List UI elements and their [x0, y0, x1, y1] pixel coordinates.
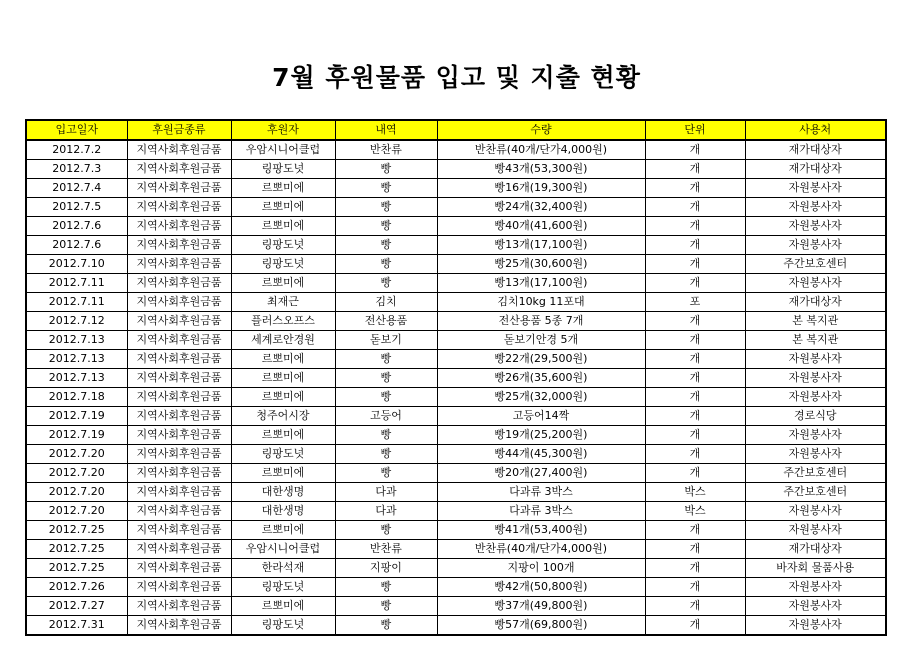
table-row — [26, 578, 886, 597]
cell-quantity: 빵25개(30,600원) — [437, 255, 645, 274]
cell-date: 2012.7.25 — [26, 559, 127, 578]
table-row — [26, 140, 886, 160]
cell-quantity: 빵13개(17,100원) — [437, 236, 645, 255]
cell-quantity: 빵13개(17,100원) — [437, 274, 645, 293]
cell-date: 2012.7.31 — [26, 616, 127, 636]
cell-item: 돋보기 — [335, 331, 437, 350]
cell-date: 2012.7.20 — [26, 483, 127, 502]
column-header-usage: 사용처 — [745, 120, 886, 140]
cell-unit: 개 — [645, 540, 745, 559]
table-row — [26, 198, 886, 217]
table-row — [26, 483, 886, 502]
cell-usage: 본 복지관 — [745, 312, 886, 331]
cell-type: 지역사회후원금품 — [127, 293, 231, 312]
table-row — [26, 616, 886, 636]
cell-type: 지역사회후원금품 — [127, 540, 231, 559]
table-row — [26, 312, 886, 331]
table-row — [26, 502, 886, 521]
cell-type: 지역사회후원금품 — [127, 388, 231, 407]
cell-item: 빵 — [335, 616, 437, 636]
cell-item: 다과 — [335, 502, 437, 521]
cell-donor: 링팡도넛 — [231, 578, 335, 597]
table-row — [26, 217, 886, 236]
cell-donor: 링팡도넛 — [231, 616, 335, 636]
cell-date: 2012.7.3 — [26, 160, 127, 179]
cell-unit: 개 — [645, 236, 745, 255]
cell-quantity: 전산용품 5종 7개 — [437, 312, 645, 331]
cell-date: 2012.7.27 — [26, 597, 127, 616]
cell-date: 2012.7.10 — [26, 255, 127, 274]
cell-quantity: 빵26개(35,600원) — [437, 369, 645, 388]
cell-unit: 개 — [645, 312, 745, 331]
cell-unit: 개 — [645, 597, 745, 616]
cell-unit: 개 — [645, 521, 745, 540]
table-row — [26, 293, 886, 312]
cell-type: 지역사회후원금품 — [127, 350, 231, 369]
cell-quantity: 빵43개(53,300원) — [437, 160, 645, 179]
table-row — [26, 521, 886, 540]
cell-type: 지역사회후원금품 — [127, 236, 231, 255]
cell-donor: 한라석재 — [231, 559, 335, 578]
cell-unit: 개 — [645, 445, 745, 464]
cell-usage: 자원봉사자 — [745, 597, 886, 616]
cell-unit: 개 — [645, 616, 745, 636]
table-row — [26, 236, 886, 255]
cell-date: 2012.7.11 — [26, 274, 127, 293]
cell-type: 지역사회후원금품 — [127, 597, 231, 616]
cell-quantity: 빵25개(32,000원) — [437, 388, 645, 407]
cell-date: 2012.7.20 — [26, 445, 127, 464]
cell-date: 2012.7.20 — [26, 464, 127, 483]
cell-donor: 우암시니어클럽 — [231, 540, 335, 559]
table-row — [26, 369, 886, 388]
cell-unit: 개 — [645, 407, 745, 426]
cell-item: 빵 — [335, 198, 437, 217]
cell-unit: 개 — [645, 274, 745, 293]
cell-donor: 링팡도넛 — [231, 160, 335, 179]
cell-item: 지팡이 — [335, 559, 437, 578]
table-row — [26, 179, 886, 198]
cell-type: 지역사회후원금품 — [127, 426, 231, 445]
cell-usage: 자원봉사자 — [745, 616, 886, 636]
cell-quantity: 다과류 3박스 — [437, 483, 645, 502]
cell-donor: 르뽀미에 — [231, 388, 335, 407]
cell-donor: 우암시니어클럽 — [231, 140, 335, 160]
cell-donor: 플러스오프스 — [231, 312, 335, 331]
cell-usage: 주간보호센터 — [745, 483, 886, 502]
cell-donor: 링팡도넛 — [231, 445, 335, 464]
column-header-donor: 후원자 — [231, 120, 335, 140]
cell-quantity: 다과류 3박스 — [437, 502, 645, 521]
cell-unit: 개 — [645, 578, 745, 597]
table-body — [26, 140, 886, 635]
header-row — [26, 120, 886, 140]
cell-date: 2012.7.6 — [26, 236, 127, 255]
cell-type: 지역사회후원금품 — [127, 331, 231, 350]
cell-item: 고등어 — [335, 407, 437, 426]
cell-date: 2012.7.5 — [26, 198, 127, 217]
cell-date: 2012.7.13 — [26, 350, 127, 369]
cell-type: 지역사회후원금품 — [127, 312, 231, 331]
cell-usage: 자원봉사자 — [745, 236, 886, 255]
cell-item: 빵 — [335, 217, 437, 236]
cell-type: 지역사회후원금품 — [127, 483, 231, 502]
page-title: 7월 후원물품 입고 및 지출 현황 — [272, 63, 641, 92]
cell-donor: 대한생명 — [231, 502, 335, 521]
column-header-unit: 단위 — [645, 120, 745, 140]
table-row — [26, 559, 886, 578]
cell-item: 빵 — [335, 369, 437, 388]
cell-item: 빵 — [335, 445, 437, 464]
cell-donor: 르뽀미에 — [231, 426, 335, 445]
cell-date: 2012.7.18 — [26, 388, 127, 407]
cell-usage: 자원봉사자 — [745, 369, 886, 388]
cell-date: 2012.7.11 — [26, 293, 127, 312]
table-row — [26, 274, 886, 293]
cell-date: 2012.7.19 — [26, 407, 127, 426]
cell-type: 지역사회후원금품 — [127, 407, 231, 426]
cell-usage: 주간보호센터 — [745, 255, 886, 274]
cell-usage: 자원봉사자 — [745, 274, 886, 293]
cell-quantity: 빵19개(25,200원) — [437, 426, 645, 445]
cell-item: 빵 — [335, 388, 437, 407]
cell-donor: 링팡도넛 — [231, 236, 335, 255]
table-row — [26, 255, 886, 274]
cell-item: 김치 — [335, 293, 437, 312]
cell-type: 지역사회후원금품 — [127, 464, 231, 483]
cell-item: 빵 — [335, 274, 437, 293]
cell-usage: 자원봉사자 — [745, 445, 886, 464]
cell-type: 지역사회후원금품 — [127, 255, 231, 274]
cell-type: 지역사회후원금품 — [127, 179, 231, 198]
cell-quantity: 빵16개(19,300원) — [437, 179, 645, 198]
cell-item: 빵 — [335, 160, 437, 179]
cell-date: 2012.7.19 — [26, 426, 127, 445]
cell-usage: 자원봉사자 — [745, 217, 886, 236]
column-header-quantity: 수량 — [437, 120, 645, 140]
cell-type: 지역사회후원금품 — [127, 160, 231, 179]
cell-unit: 개 — [645, 559, 745, 578]
cell-quantity: 빵24개(32,400원) — [437, 198, 645, 217]
cell-quantity: 빵57개(69,800원) — [437, 616, 645, 636]
cell-date: 2012.7.25 — [26, 521, 127, 540]
table-row — [26, 464, 886, 483]
cell-usage: 자원봉사자 — [745, 388, 886, 407]
table-row — [26, 160, 886, 179]
cell-donor: 르뽀미에 — [231, 198, 335, 217]
cell-quantity: 돋보기안경 5개 — [437, 331, 645, 350]
cell-usage: 재가대상자 — [745, 293, 886, 312]
cell-donor: 르뽀미에 — [231, 597, 335, 616]
cell-unit: 박스 — [645, 502, 745, 521]
column-header-date: 입고일자 — [26, 120, 127, 140]
cell-date: 2012.7.2 — [26, 140, 127, 160]
cell-usage: 주간보호센터 — [745, 464, 886, 483]
table-row — [26, 445, 886, 464]
cell-type: 지역사회후원금품 — [127, 502, 231, 521]
cell-unit: 개 — [645, 350, 745, 369]
cell-usage: 자원봉사자 — [745, 350, 886, 369]
cell-type: 지역사회후원금품 — [127, 559, 231, 578]
cell-date: 2012.7.13 — [26, 369, 127, 388]
cell-type: 지역사회후원금품 — [127, 445, 231, 464]
cell-unit: 개 — [645, 255, 745, 274]
cell-item: 빵 — [335, 597, 437, 616]
cell-date: 2012.7.4 — [26, 179, 127, 198]
cell-usage: 경로식당 — [745, 407, 886, 426]
cell-type: 지역사회후원금품 — [127, 140, 231, 160]
cell-donor: 르뽀미에 — [231, 521, 335, 540]
cell-item: 빵 — [335, 179, 437, 198]
cell-unit: 개 — [645, 160, 745, 179]
cell-quantity: 빵42개(50,800원) — [437, 578, 645, 597]
column-header-item: 내역 — [335, 120, 437, 140]
cell-item: 빵 — [335, 521, 437, 540]
cell-item: 다과 — [335, 483, 437, 502]
cell-quantity: 빵40개(41,600원) — [437, 217, 645, 236]
cell-date: 2012.7.25 — [26, 540, 127, 559]
cell-quantity: 김치10kg 11포대 — [437, 293, 645, 312]
cell-unit: 개 — [645, 369, 745, 388]
cell-quantity: 빵22개(29,500원) — [437, 350, 645, 369]
cell-donor: 최재근 — [231, 293, 335, 312]
table-row — [26, 426, 886, 445]
cell-donor: 세계로안경원 — [231, 331, 335, 350]
cell-usage: 본 복지관 — [745, 331, 886, 350]
donation-table — [25, 119, 887, 636]
cell-quantity: 빵20개(27,400원) — [437, 464, 645, 483]
cell-quantity: 빵37개(49,800원) — [437, 597, 645, 616]
cell-date: 2012.7.20 — [26, 502, 127, 521]
cell-unit: 개 — [645, 426, 745, 445]
cell-usage: 자원봉사자 — [745, 521, 886, 540]
cell-usage: 바자회 물품사용 — [745, 559, 886, 578]
cell-usage: 자원봉사자 — [745, 179, 886, 198]
cell-item: 빵 — [335, 426, 437, 445]
table-row — [26, 388, 886, 407]
cell-item: 빵 — [335, 464, 437, 483]
cell-usage: 자원봉사자 — [745, 198, 886, 217]
cell-item: 빵 — [335, 236, 437, 255]
cell-unit: 개 — [645, 140, 745, 160]
cell-item: 반찬류 — [335, 140, 437, 160]
cell-item: 반찬류 — [335, 540, 437, 559]
cell-date: 2012.7.6 — [26, 217, 127, 236]
table-row — [26, 597, 886, 616]
table-row — [26, 407, 886, 426]
table-row — [26, 540, 886, 559]
cell-item: 빵 — [335, 578, 437, 597]
cell-item: 전산용품 — [335, 312, 437, 331]
cell-type: 지역사회후원금품 — [127, 198, 231, 217]
cell-quantity: 빵41개(53,400원) — [437, 521, 645, 540]
cell-unit: 개 — [645, 198, 745, 217]
cell-quantity: 반찬류(40개/단가4,000원) — [437, 140, 645, 160]
cell-usage: 재가대상자 — [745, 540, 886, 559]
cell-donor: 르뽀미에 — [231, 464, 335, 483]
cell-usage: 자원봉사자 — [745, 578, 886, 597]
cell-item: 빵 — [335, 255, 437, 274]
cell-donor: 르뽀미에 — [231, 179, 335, 198]
cell-usage: 자원봉사자 — [745, 502, 886, 521]
column-header-type: 후원금종류 — [127, 120, 231, 140]
table-row — [26, 331, 886, 350]
cell-usage: 자원봉사자 — [745, 426, 886, 445]
cell-type: 지역사회후원금품 — [127, 578, 231, 597]
cell-unit: 박스 — [645, 483, 745, 502]
cell-donor: 르뽀미에 — [231, 350, 335, 369]
cell-donor: 청주어시장 — [231, 407, 335, 426]
cell-donor: 르뽀미에 — [231, 274, 335, 293]
cell-type: 지역사회후원금품 — [127, 217, 231, 236]
cell-unit: 개 — [645, 217, 745, 236]
table-row — [26, 350, 886, 369]
cell-type: 지역사회후원금품 — [127, 521, 231, 540]
cell-unit: 개 — [645, 179, 745, 198]
cell-quantity: 반찬류(40개/단가4,000원) — [437, 540, 645, 559]
cell-donor: 르뽀미에 — [231, 369, 335, 388]
cell-quantity: 지팡이 100개 — [437, 559, 645, 578]
cell-type: 지역사회후원금품 — [127, 274, 231, 293]
cell-unit: 포 — [645, 293, 745, 312]
cell-type: 지역사회후원금품 — [127, 369, 231, 388]
cell-quantity: 고등어14짝 — [437, 407, 645, 426]
cell-quantity: 빵44개(45,300원) — [437, 445, 645, 464]
cell-usage: 재가대상자 — [745, 160, 886, 179]
cell-unit: 개 — [645, 331, 745, 350]
cell-unit: 개 — [645, 388, 745, 407]
cell-usage: 재가대상자 — [745, 140, 886, 160]
cell-donor: 르뽀미에 — [231, 217, 335, 236]
cell-date: 2012.7.12 — [26, 312, 127, 331]
cell-date: 2012.7.26 — [26, 578, 127, 597]
cell-donor: 대한생명 — [231, 483, 335, 502]
cell-unit: 개 — [645, 464, 745, 483]
cell-item: 빵 — [335, 350, 437, 369]
cell-type: 지역사회후원금품 — [127, 616, 231, 636]
cell-date: 2012.7.13 — [26, 331, 127, 350]
cell-donor: 링팡도넛 — [231, 255, 335, 274]
